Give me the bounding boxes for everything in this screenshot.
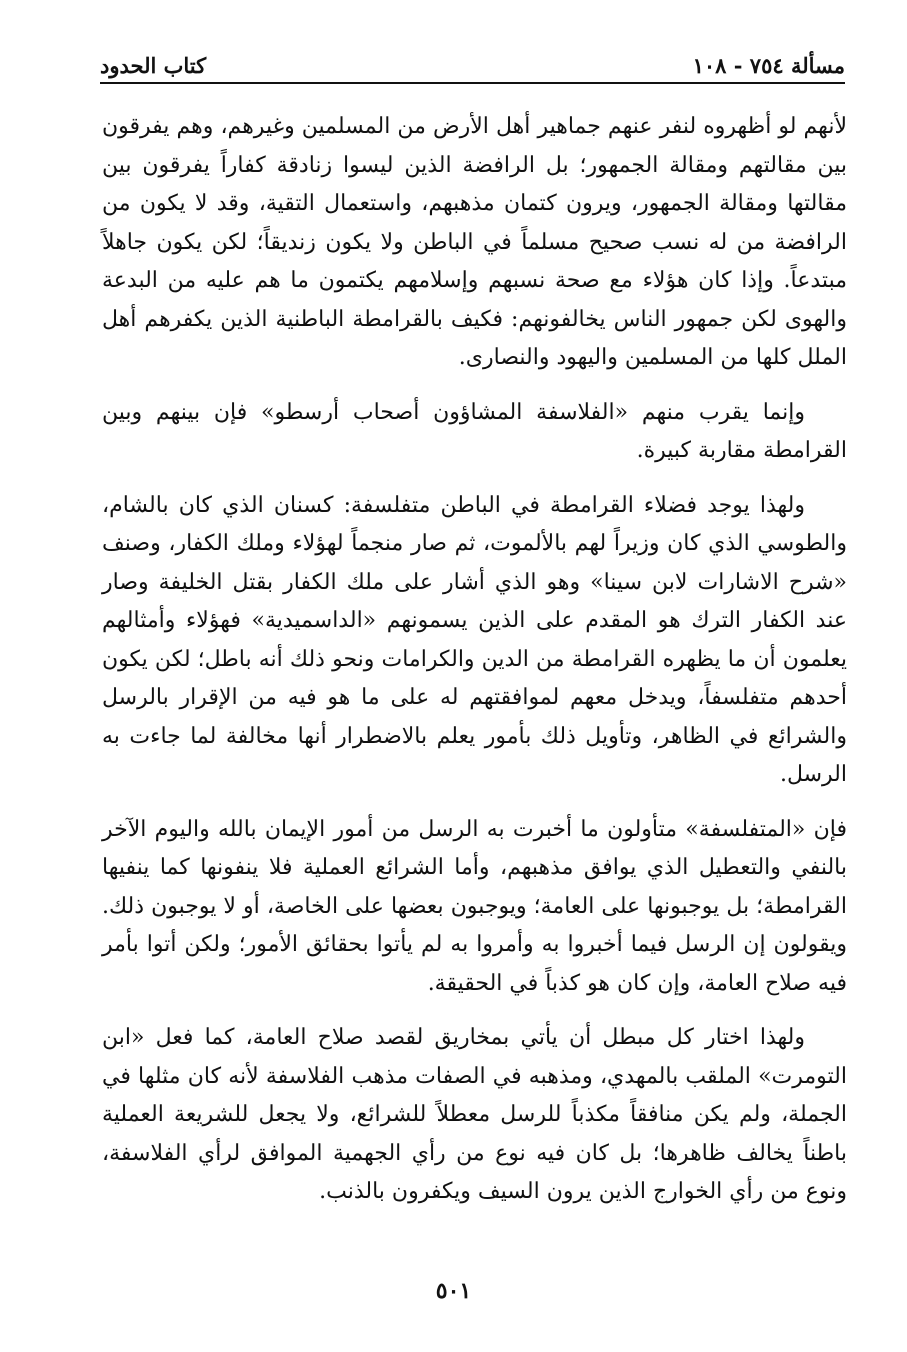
paragraph-4: فإن «المتفلسفة» متأولون ما أخبرت به الرسل من أمور الإيمان بالله واليوم الآخر بالنفي والتعطيل الذي يوافق مذهبهم، وأما الشرائع العملية فلا ينفونها كما ينفيها القرامطة؛ بل يوجبونها على العامة؛ ويوجبون بعضها على الخاصة، أو لا يوجبون ذلك. ويقولون إن الرسل فيما أخبروا به وأمروا به لم يأتوا بحقائق الأمور؛ ولكن أتوا بأمر فيه صلاح العامة، وإن كان هو كذباً في الحقيقة.	[102, 816, 847, 996]
issue-number-label: مسألة ٧٥٤ - ١٠٨	[692, 53, 845, 78]
page-number: ٥٠١	[435, 1278, 472, 1304]
page-body	[102, 108, 847, 1228]
book-title: كتاب الحدود	[100, 53, 207, 78]
paragraph-3: ولهذا يوجد فضلاء القرامطة في الباطن متفلسفة: كسنان الذي كان بالشام، والطوسي الذي كان وزيراً لهم بالألموت، ثم صار منجماً لهؤلاء وملك الكفار، وصنف «شرح الاشارات لابن سينا» وهو الذي أشار على ملك الكفار بقتل الخليفة وصار عند الكفار الترك هو المقدم على الذين يسمونهم «الداسميدية» فهؤلاء وأمثالهم يعلمون أن ما يظهره القرامطة من الدين والكرامات ونحو ذلك أنه باطل؛ لكن يكون أحدهم متفلسفاً، ويدخل معهم لموافقتهم له على ما هو فيه من الإقرار بالرسل والشرائع في الظاهر، وتأويل ذلك بأمور يعلم بالاضطرار أنها مخالفة لما جاءت به الرسل.	[102, 492, 847, 787]
paragraph-1: لأنهم لو أظهروه لنفر عنهم جماهير أهل الأرض من المسلمين وغيرهم، وهم يفرقون بين مقالتهم ومقالة الجمهور؛ بل الرافضة الذين ليسوا زنادقة كفاراً يفرقون بين مقالتها ومقالة الجمهور، ويرون كتمان مذهبهم، واستعمال التقية، وقد لا يكون من الرافضة من له نسب صحيح مسلماً في الباطن ولا يكون زنديقاً؛ لكن يكون جاهلاً مبتدعاً. وإذا كان هؤلاء مع صحة نسبهم وإسلامهم يكتمون ما هم عليه من البدعة والهوى لكن جمهور الناس يخالفونهم: فكيف بالقرامطة الباطنية الذين يكفرهم أهل الملل كلها من المسلمين واليهود والنصارى.	[102, 114, 847, 370]
header-divider	[100, 82, 845, 84]
paragraph-5: ولهذا اختار كل مبطل أن يأتي بمخاريق لقصد صلاح العامة، كما فعل «ابن التومرت» الملقب بالمهدي، ومذهبه في الصفات مذهب الفلاسفة لأنه كان مثلها في الجملة، ولم يكن منافقاً مكذباً للرسل معطلاً للشرائع، ولا يجعل للشريعة العملية باطناً يخالف ظاهرها؛ بل كان فيه نوع من رأي الجهمية الموافق لرأي الفلاسفة، ونوع من رأي الخوارج الذين يرون السيف ويكفرون بالذنب.	[102, 1025, 847, 1204]
running-header	[100, 38, 845, 78]
paragraph-2: وإنما يقرب منهم «الفلاسفة المشاؤون أصحاب أرسطو» فإن بينهم وبين القرامطة مقاربة كبيرة.	[102, 399, 847, 463]
